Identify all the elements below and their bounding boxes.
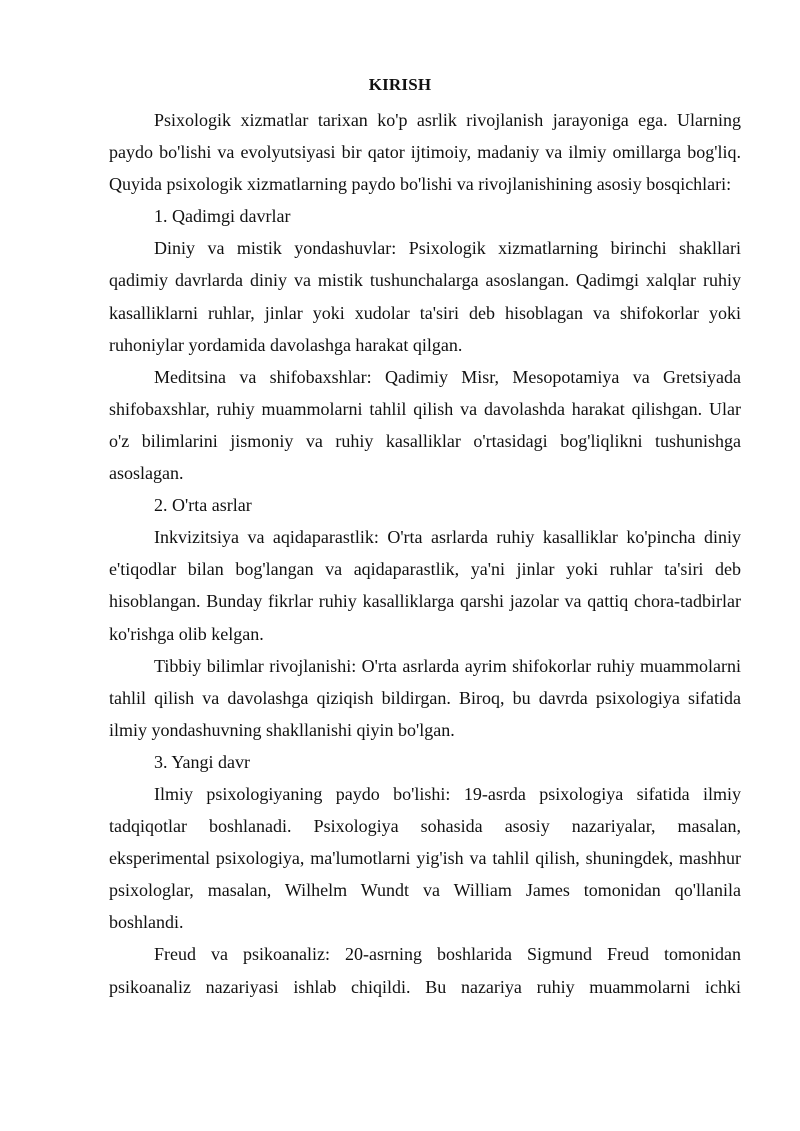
section-heading-middle-ages: 2. O'rta asrlar [154, 495, 252, 516]
page-title: KIRISH [368, 75, 432, 94]
paragraph-medicine-healers: Meditsina va shifobaxshlar: Qadimiy Misr, Mesopotamiya va Gretsiyada shifobaxshlar, ruhiy muammolarni tahlil qilish va davolashda harakat qilishgan. Ular o'z bilimlarini jismoniy va ruhiy kasalliklar o'rtasidagi bog'liqlikni tushunishga asoslagan. [109, 366, 741, 484]
paragraph-inquisition: Inkvizitsiya va aqidaparastlik: O'rta asrlarda ruhiy kasalliklar ko'pincha diniy e'tiqodlar bilan bog'langan va aqidaparastlik, ya'ni jinlar yoki ruhlar ta'siri deb hisoblangan. Bunday fikrlar ruhiy kasalliklarga qarshi jazolar va qattiq chora-tadbirlar ko'rishga olib kelgan. [109, 527, 741, 644]
section-heading-new-era: 3. Yangi davr [154, 751, 251, 772]
section-heading-ancient: 1. Qadimgi davrlar [154, 206, 291, 227]
paragraph-religious-mystical: Diniy va mistik yondashuvlar: Psixologik xizmatlarning birinchi shakllari qadimiy davrlarda diniy va mistik tushunchalarga asoslangan. Qadimgi xalqlar ruhiy kasalliklarni ruhlar, jinlar yoki xudolar ta'siri deb hisoblagan va shifokorlar yoki ruhoniylar yordamida davolashga harakat qilgan. [109, 238, 741, 355]
paragraph-freud-psychoanalysis: Freud va psikoanaliz: 20-asrning boshlarida Sigmund Freud tomonidan psikoanaliz nazariyasi ishlab chiqildi. Bu nazariya ruhiy muammolarni ichki [109, 944, 741, 997]
paragraph-scientific-psychology: Ilmiy psixologiyaning paydo bo'lishi: 19-asrda psixologiya sifatida ilmiy tadqiqotlar boshlanadi. Psixologiya sohasida asosiy nazariyalar, masalan, eksperimental psixologiya, ma'lumotlarni yig'ish va tahlil qilish, shuningdek, mashhur psixologlar, masalan, Wilhelm Wundt va William James tomonidan qo'llanila boshlandi. [109, 783, 741, 933]
paragraph-medical-knowledge: Tibbiy bilimlar rivojlanishi: O'rta asrlarda ayrim shifokorlar ruhiy muammolarni tahlil qilish va davolashga qiziqish bildirgan. Biroq, bu davrda psixologiya sifatida ilmiy yondashuvning shakllanishi qiyin bo'lgan. [109, 655, 741, 740]
document-body [109, 104, 741, 1003]
intro-paragraph: Psixologik xizmatlar tarixan ko'p asrlik rivojlanish jarayoniga ega. Ularning paydo bo'lishi va evolyutsiyasi bir qator ijtimoiy, madaniy va ilmiy omillarga bog'liq. Quyida psixologik xizmatlarning paydo bo'lishi va rivojlanishining asosiy bosqichlari: [109, 110, 741, 195]
